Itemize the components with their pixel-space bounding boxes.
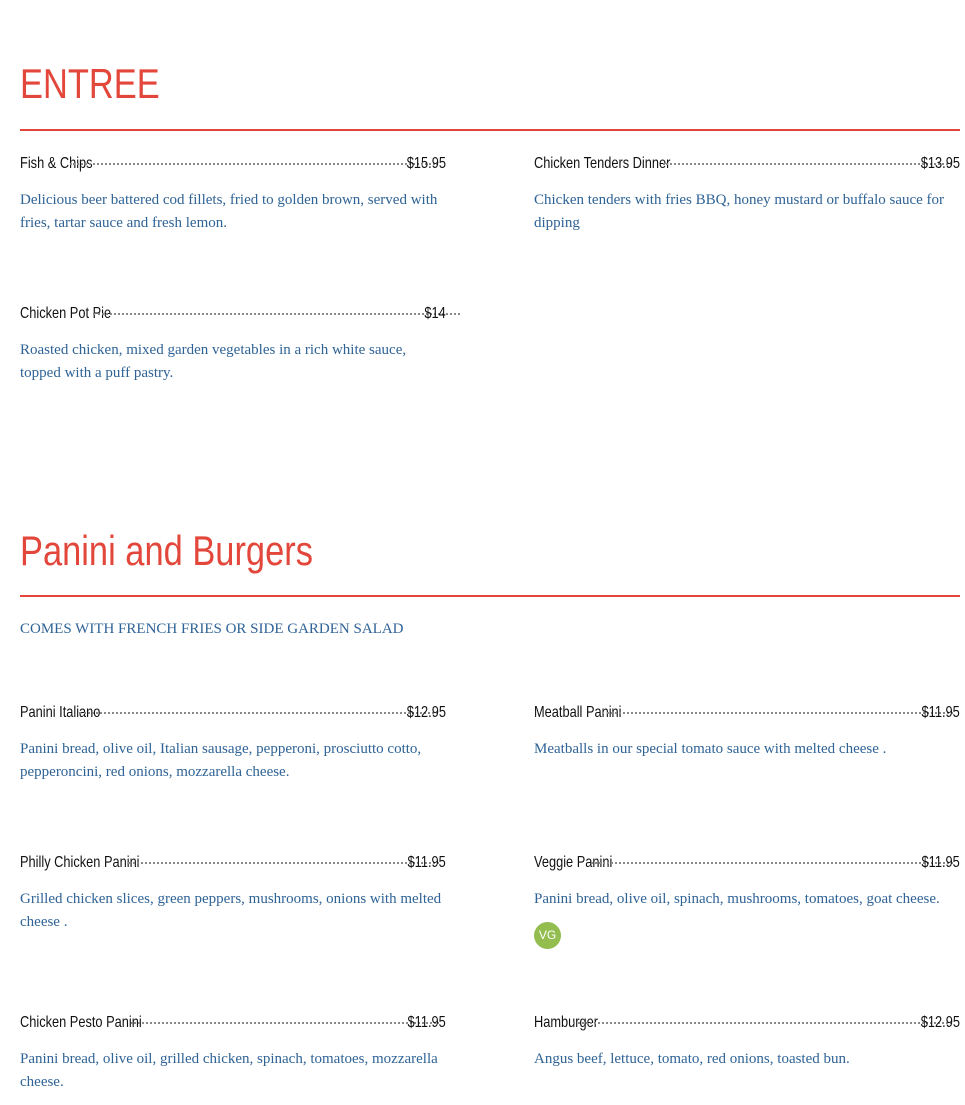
vegetarian-badge: VG	[534, 922, 561, 949]
menu-item-description: Panini bread, olive oil, spinach, mushrooms, tomatoes, goat cheese.	[534, 891, 940, 907]
menu-item	[534, 702, 960, 761]
menu-item-name: Philly Chicken Panini	[20, 854, 140, 871]
menu-item	[20, 303, 446, 385]
menu-item-price: $11.95	[921, 854, 960, 871]
menu-item-price: $15.95	[406, 155, 446, 172]
menu-item-name: Veggie Panini	[534, 854, 613, 871]
menu-item-header	[20, 1012, 446, 1034]
menu-item	[534, 852, 960, 949]
dot-leader	[131, 1022, 439, 1024]
menu-item-price: $11.95	[921, 704, 960, 721]
menu-item-description: Panini bread, olive oil, grilled chicken, spinach, tomatoes, mozzarella cheese.	[20, 1051, 438, 1090]
menu-item-description: Angus beef, lettuce, tomato, red onions, toasted bun.	[534, 1051, 850, 1067]
dot-leader	[591, 862, 954, 864]
menu-item	[534, 1012, 960, 1071]
dot-leader	[93, 313, 461, 315]
menu-item	[20, 153, 446, 235]
menu-item-name: Chicken Pot Pie	[20, 305, 112, 322]
menu-item-name: Meatball Panini	[534, 704, 622, 721]
menu-item-header	[20, 702, 446, 724]
menu-item-price: $14	[424, 305, 446, 322]
menu-item-price: $11.95	[407, 854, 446, 871]
menu-item-description: Chicken tenders with fries BBQ, honey mustard or buffalo sauce for dipping	[534, 192, 945, 231]
menu-item-name: Chicken Tenders Dinner	[534, 155, 671, 172]
menu-item-name: Chicken Pesto Panini	[20, 1014, 142, 1031]
menu-item-description: Delicious beer battered cod fillets, fried to golden brown, served with fries, tartar sauce and fresh lemon.	[20, 192, 438, 231]
menu-item	[20, 1012, 446, 1094]
section-title-panini-and-burgers: Panini and Burgers	[20, 527, 313, 574]
menu-item-name: Fish & Chips	[20, 155, 93, 172]
dot-leader	[128, 862, 439, 864]
menu-item-description: Grilled chicken slices, green peppers, mushrooms, onions with melted cheese .	[20, 891, 442, 930]
dot-leader	[79, 712, 438, 714]
menu-item-header	[534, 1012, 960, 1034]
menu-item-name: Hamburger	[534, 1014, 599, 1031]
menu-item-header	[20, 153, 446, 175]
menu-item-header	[534, 153, 960, 175]
menu-item	[20, 702, 446, 784]
dot-leader	[573, 1022, 952, 1024]
section-note: COMES WITH FRENCH FRIES OR SIDE GARDEN SALAD	[20, 621, 404, 637]
menu-item-description: Roasted chicken, mixed garden vegetables in a rich white sauce, topped with a puff pastry.	[20, 342, 407, 381]
menu-item-price: $11.95	[407, 1014, 446, 1031]
menu-item-price: $12.95	[920, 1014, 960, 1031]
menu-item-header	[534, 702, 960, 724]
menu-item-description: Panini bread, olive oil, Italian sausage, pepperoni, prosciutto cotto, pepperoncini, red onions, mozzarella cheese.	[20, 741, 422, 780]
dot-leader	[70, 163, 439, 165]
menu-item	[20, 852, 446, 934]
menu-item-header	[534, 852, 960, 874]
menu-item-header	[20, 303, 446, 325]
section-divider	[20, 595, 960, 597]
menu-item-price: $13.95	[920, 155, 960, 172]
section-title-entree: ENTREE	[20, 60, 160, 107]
dot-leader	[602, 712, 953, 714]
menu-item-header	[20, 852, 446, 874]
menu-item-name: Panini Italiano	[20, 704, 101, 721]
menu-item-price: $12.95	[406, 704, 446, 721]
menu-item	[534, 153, 960, 235]
menu-item-description: Meatballs in our special tomato sauce with melted cheese .	[534, 741, 887, 757]
dot-leader	[663, 163, 952, 165]
section-divider	[20, 129, 960, 131]
